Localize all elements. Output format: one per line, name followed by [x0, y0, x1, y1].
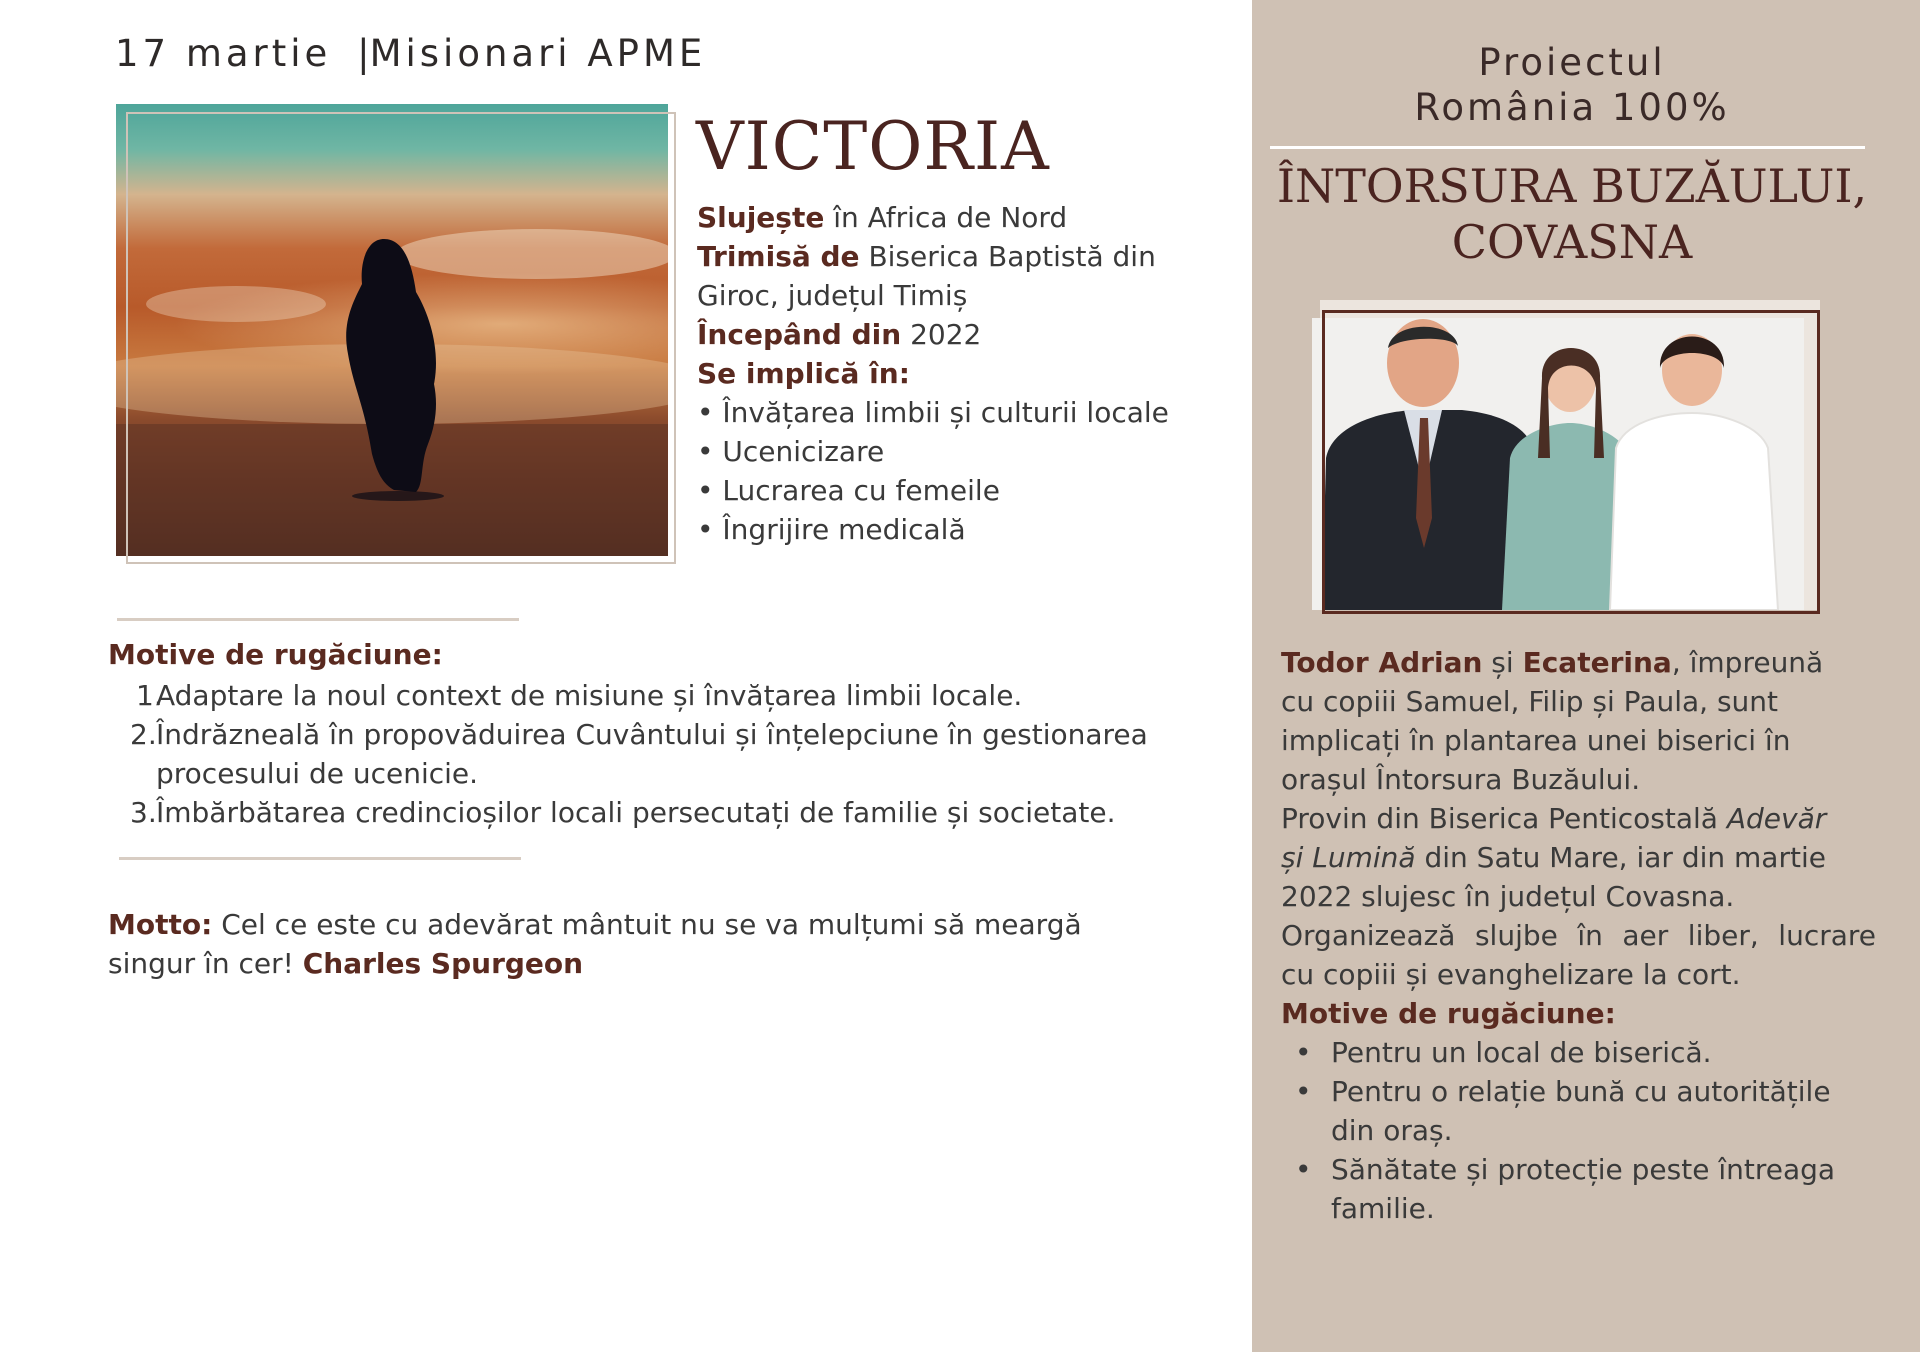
bullet: • [1295, 1075, 1312, 1108]
missionary-info [697, 198, 1217, 549]
divider-top [117, 618, 519, 621]
family-line-2: cu copiii Samuel, Filip și Paula, sunt [1281, 685, 1779, 718]
prayer-number: 3. [130, 796, 157, 829]
prayer-item [108, 676, 1208, 715]
involved-label: Se implică în: [697, 357, 910, 390]
family-line-1: , împreună [1671, 646, 1824, 679]
sent-value-1: Biserica Baptistă din [859, 240, 1156, 273]
family-prayer-text: Pentru o relație bună cu autoritățile [1331, 1075, 1831, 1108]
family-line-8: Organizează slujbe în aer liber, lucrare [1281, 919, 1876, 952]
bullet: • [1295, 1036, 1312, 1069]
church-name-1: Adevăr [1726, 802, 1827, 835]
since-label: Începând din [697, 318, 902, 351]
serves-value: în Africa de Nord [824, 201, 1068, 234]
missionary-name: VICTORIA [696, 108, 1050, 185]
header-date: 17 martie [115, 32, 332, 75]
sent-value-2: Giroc, județul Timiș [697, 279, 968, 312]
prayer-text: Îmbărbătarea credincioșilor locali persecutați de familie și societate. [156, 796, 1116, 829]
family-and: și [1482, 646, 1523, 679]
serves-label: Slujește [697, 201, 825, 234]
family-prayer-text: Pentru un local de biserică. [1331, 1036, 1712, 1069]
prayer-text: Îndrăzneală în propovăduirea Cuvântului și înțelepciune în gestionarea [156, 718, 1148, 751]
prayer-item [108, 793, 1208, 832]
involved-item: • Îngrijire medicală [697, 513, 966, 546]
family-description [1281, 643, 1876, 1228]
family-photo [1312, 300, 1820, 616]
family-photo-frame [1322, 310, 1820, 614]
project-line-2: România 100% [1414, 86, 1730, 129]
prayer-item [108, 715, 1208, 793]
serves-line [697, 198, 1217, 237]
project-divider [1270, 146, 1865, 149]
family-line-7: 2022 slujesc în județul Covasna. [1281, 880, 1735, 913]
church-name-2: și Lumină [1281, 841, 1416, 874]
family-prayer-text: Sănătate și protecție peste întreaga [1331, 1153, 1836, 1186]
family-line-4: orașul Întorsura Buzăului. [1281, 763, 1641, 796]
sent-line [697, 237, 1217, 276]
family-line-5a: Provin din Biserica Penticostală [1281, 802, 1727, 835]
header-section: Misionari APME [369, 32, 707, 75]
missionary-photo [116, 104, 681, 566]
project-line-1: Proiectul [1478, 41, 1666, 84]
prayer-number: 1. [136, 679, 163, 712]
page-header [115, 32, 706, 75]
motto [108, 905, 1168, 983]
motto-text-1: Cel ce este cu adevărat mântuit nu se va mulțumi să meargă [212, 908, 1082, 941]
bullet: • [1295, 1153, 1312, 1186]
family-name-1: Todor Adrian [1281, 646, 1483, 679]
involved-item: • Lucrarea cu femeile [697, 474, 1000, 507]
family-prayer-text: familie. [1331, 1192, 1435, 1225]
prayer-text: procesului de ucenicie. [156, 757, 479, 790]
involved-item: • Ucenicizare [697, 435, 885, 468]
family-prayer-item [1281, 1072, 1876, 1150]
family-prayer-text: din oraș. [1331, 1114, 1453, 1147]
family-name-2: Ecaterina [1522, 646, 1672, 679]
family-prayer-title: Motive de rugăciune: [1281, 997, 1616, 1030]
family-prayer-item [1281, 1150, 1876, 1228]
family-prayer-list [1281, 1033, 1876, 1228]
project-title [1252, 40, 1892, 130]
family-line-6b: din Satu Mare, iar din martie [1415, 841, 1826, 874]
since-line [697, 315, 1217, 354]
prayer-number: 2. [130, 718, 157, 751]
place-line-1: ÎNTORSURA BUZĂULUI, [1276, 159, 1868, 213]
motto-author: Charles Spurgeon [302, 947, 584, 980]
motto-text-2: singur în cer! [108, 947, 303, 980]
divider-bottom [119, 857, 521, 860]
sent-label: Trimisă de [697, 240, 860, 273]
family-line-9: cu copiii și evanghelizare la cort. [1281, 958, 1741, 991]
involved-item: • Învățarea limbii și culturii locale [697, 396, 1169, 429]
prayer-text: Adaptare la noul context de misiune și învățarea limbii locale. [156, 679, 1023, 712]
header-separator: | [357, 32, 370, 75]
place-title [1252, 158, 1892, 270]
place-line-2: COVASNA [1451, 215, 1693, 269]
family-line-3: implicați în plantarea unei biserici în [1281, 724, 1791, 757]
since-value: 2022 [901, 318, 982, 351]
photo-frame [126, 112, 676, 564]
motto-label: Motto: [108, 908, 213, 941]
family-prayer-item [1281, 1033, 1876, 1072]
prayer-title: Motive de rugăciune: [108, 638, 443, 671]
prayer-list [108, 676, 1208, 832]
